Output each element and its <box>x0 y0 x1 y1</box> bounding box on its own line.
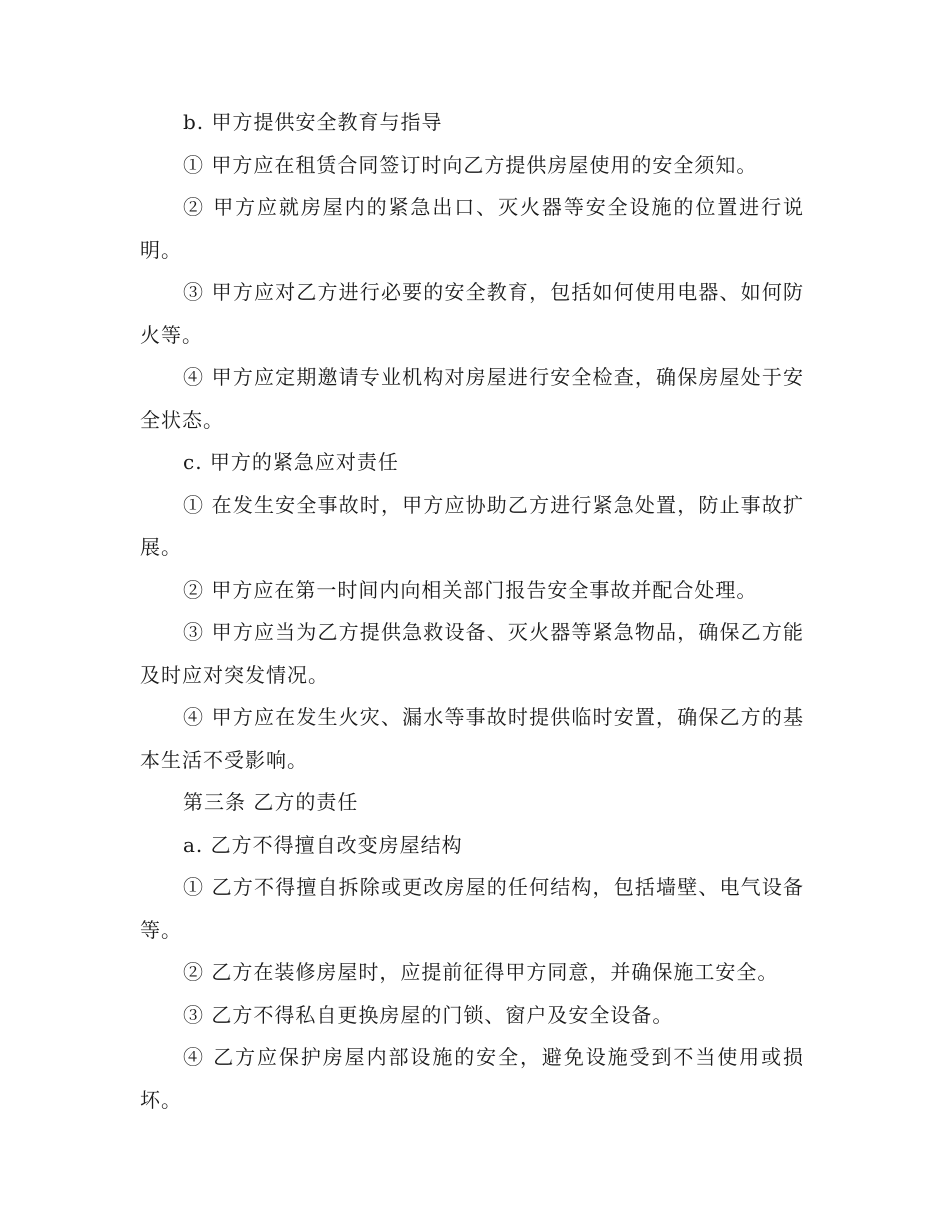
clause-c-4: ④ 甲方应在发生火灾、漏水等事故时提供临时安置，确保乙方的基本生活不受影响。 <box>140 705 804 772</box>
clause-b-4: ④ 甲方应定期邀请专业机构对房屋进行安全检查，确保房屋处于安全状态。 <box>140 365 804 432</box>
clause-b-1: ① 甲方应在租赁合同签订时向乙方提供房屋使用的安全须知。 <box>183 152 758 177</box>
clause-a-1: ① 乙方不得擅自拆除或更改房屋的任何结构，包括墙壁、电气设备等。 <box>140 875 804 942</box>
section-heading-a: a. 乙方不得擅自改变房屋结构 <box>183 832 463 857</box>
clause-b-3: ③ 甲方应对乙方进行必要的安全教育，包括如何使用电器、如何防火等。 <box>140 280 804 347</box>
clause-a-3: ③ 乙方不得私自更换房屋的门锁、窗户及安全设备。 <box>183 1002 674 1027</box>
clause-a-4: ④ 乙方应保护房屋内部设施的安全，避免设施受到不当使用或损坏。 <box>140 1045 804 1112</box>
clause-c-2: ② 甲方应在第一时间内向相关部门报告安全事故并配合处理。 <box>183 577 758 602</box>
document-page <box>140 101 804 1121</box>
clause-a-2: ② 乙方在装修房屋时，应提前征得甲方同意，并确保施工安全。 <box>183 960 779 984</box>
section-heading-c: c. 甲方的紧急应对责任 <box>183 450 399 474</box>
clause-c-1: ① 在发生安全事故时，甲方应协助乙方进行紧急处置，防止事故扩展。 <box>140 492 804 559</box>
clause-c-3: ③ 甲方应当为乙方提供急救设备、灭火器等紧急物品，确保乙方能及时应对突发情况。 <box>140 620 804 687</box>
clause-b-2: ② 甲方应就房屋内的紧急出口、灭火器等安全设施的位置进行说明。 <box>140 195 804 262</box>
article-three-heading: 第三条 乙方的责任 <box>183 790 359 814</box>
section-heading-b: b. 甲方提供安全教育与指导 <box>183 110 443 134</box>
